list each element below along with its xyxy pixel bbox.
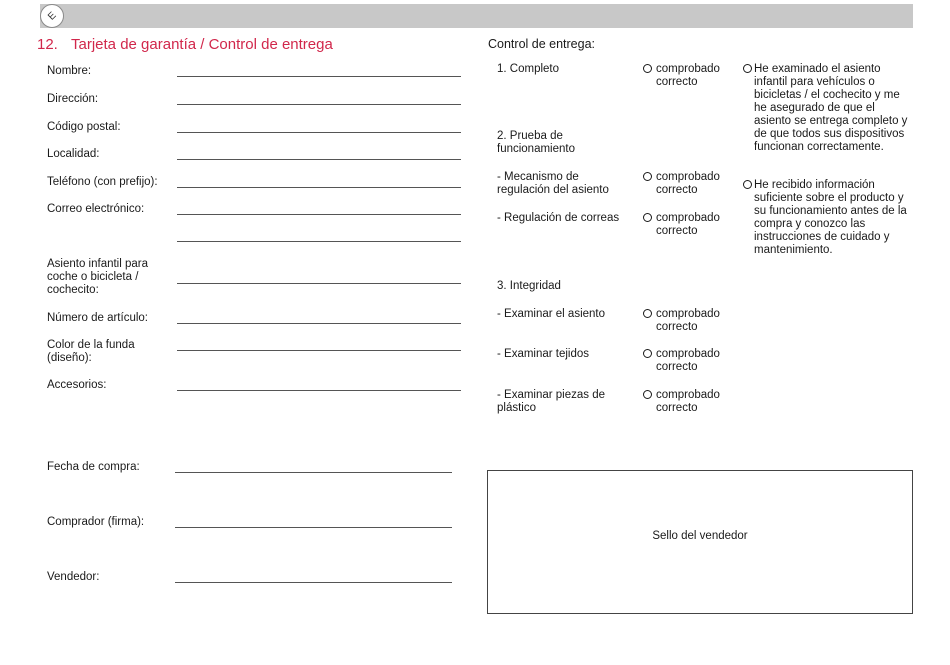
field-line-buyer-signature[interactable] <box>175 527 452 528</box>
field-label-name: Nombre: <box>47 65 92 77</box>
section-number: 12. <box>37 36 58 53</box>
check-label: comprobado correcto <box>656 212 720 237</box>
checkbox-circle-icon[interactable] <box>743 64 752 73</box>
check-examine-seat[interactable] <box>643 308 733 334</box>
control-item-examine-fabrics: - Examinar tejidos <box>497 348 590 360</box>
control-item-belt-adjustment: - Regulación de correas <box>497 212 620 224</box>
check-label: comprobado correcto <box>656 171 720 196</box>
field-label-postal-code: Código postal: <box>47 121 121 133</box>
declaration-text: He examinado el asiento infantil para vehículos o bicicletas / el cochecito y me he asegurado de que el asiento se entrega completo y de que todos sus dispositivos funcionan correctamente. <box>754 63 908 153</box>
field-line-city[interactable] <box>177 159 461 160</box>
check-label: comprobado correcto <box>656 389 720 414</box>
field-label-product: Asiento infantil para coche o bicicleta / cochecito: <box>47 258 149 296</box>
header-bar <box>40 4 913 28</box>
seller-stamp-box <box>487 470 913 614</box>
check-seat-mechanism[interactable] <box>643 171 733 197</box>
field-label-email: Correo electrónico: <box>47 203 145 215</box>
control-item-function-test: 2. Prueba de funcionamiento <box>497 130 575 155</box>
control-item-examine-seat: - Examinar el asiento <box>497 308 606 320</box>
field-label-city: Localidad: <box>47 148 100 160</box>
check-label: comprobado correcto <box>656 348 720 373</box>
checkbox-circle-icon[interactable] <box>743 180 752 189</box>
seller-stamp-label: Sello del vendedor <box>652 530 748 542</box>
field-line-seller[interactable] <box>175 582 452 583</box>
checkbox-circle-icon[interactable] <box>643 309 652 318</box>
field-label-phone: Teléfono (con prefijo): <box>47 176 158 188</box>
check-belt-adjustment[interactable] <box>643 212 733 238</box>
field-label-cover-color: Color de la funda (diseño): <box>47 339 135 364</box>
checkbox-circle-icon[interactable] <box>643 64 652 73</box>
checkbox-circle-icon[interactable] <box>643 213 652 222</box>
checkbox-circle-icon[interactable] <box>643 390 652 399</box>
check-examine-fabrics[interactable] <box>643 348 733 374</box>
field-label-article-number: Número de artículo: <box>47 312 148 324</box>
field-label-address: Dirección: <box>47 93 99 105</box>
field-line-email[interactable] <box>177 214 461 215</box>
declaration-text: He recibido información suficiente sobre el producto y su funcionamiento antes de la compra y conozco las instrucciones de cuidado y mantenimiento. <box>754 179 907 256</box>
language-code: E <box>45 9 59 23</box>
declaration-inspection[interactable] <box>743 63 908 154</box>
declaration-information[interactable] <box>743 179 908 257</box>
field-line-email-extra[interactable] <box>177 241 461 242</box>
field-line-product[interactable] <box>177 283 461 284</box>
check-complete[interactable] <box>643 63 733 89</box>
field-line-article-number[interactable] <box>177 323 461 324</box>
field-line-purchase-date[interactable] <box>175 472 452 473</box>
check-label: comprobado correcto <box>656 63 720 88</box>
section-title <box>37 36 333 53</box>
field-line-postal-code[interactable] <box>177 132 461 133</box>
field-label-buyer-signature: Comprador (firma): <box>47 516 145 528</box>
section-title-text: Tarjeta de garantía / Control de entrega <box>71 36 333 53</box>
checkbox-circle-icon[interactable] <box>643 349 652 358</box>
field-line-accessories[interactable] <box>177 390 461 391</box>
field-line-address[interactable] <box>177 104 461 105</box>
control-item-seat-mechanism: - Mecanismo de regulación del asiento <box>497 171 609 196</box>
field-line-cover-color[interactable] <box>177 350 461 351</box>
control-item-examine-plastic: - Examinar piezas de plástico <box>497 389 606 414</box>
control-item-complete: 1. Completo <box>497 63 560 75</box>
field-line-name[interactable] <box>177 76 461 77</box>
check-examine-plastic[interactable] <box>643 389 733 415</box>
field-line-phone[interactable] <box>177 187 461 188</box>
delivery-control-title: Control de entrega: <box>488 37 596 51</box>
check-label: comprobado correcto <box>656 308 720 333</box>
field-label-seller: Vendedor: <box>47 571 100 583</box>
field-label-purchase-date: Fecha de compra: <box>47 461 140 473</box>
control-item-integrity: 3. Integridad <box>497 280 561 292</box>
field-label-accessories: Accesorios: <box>47 379 107 391</box>
checkbox-circle-icon[interactable] <box>643 172 652 181</box>
